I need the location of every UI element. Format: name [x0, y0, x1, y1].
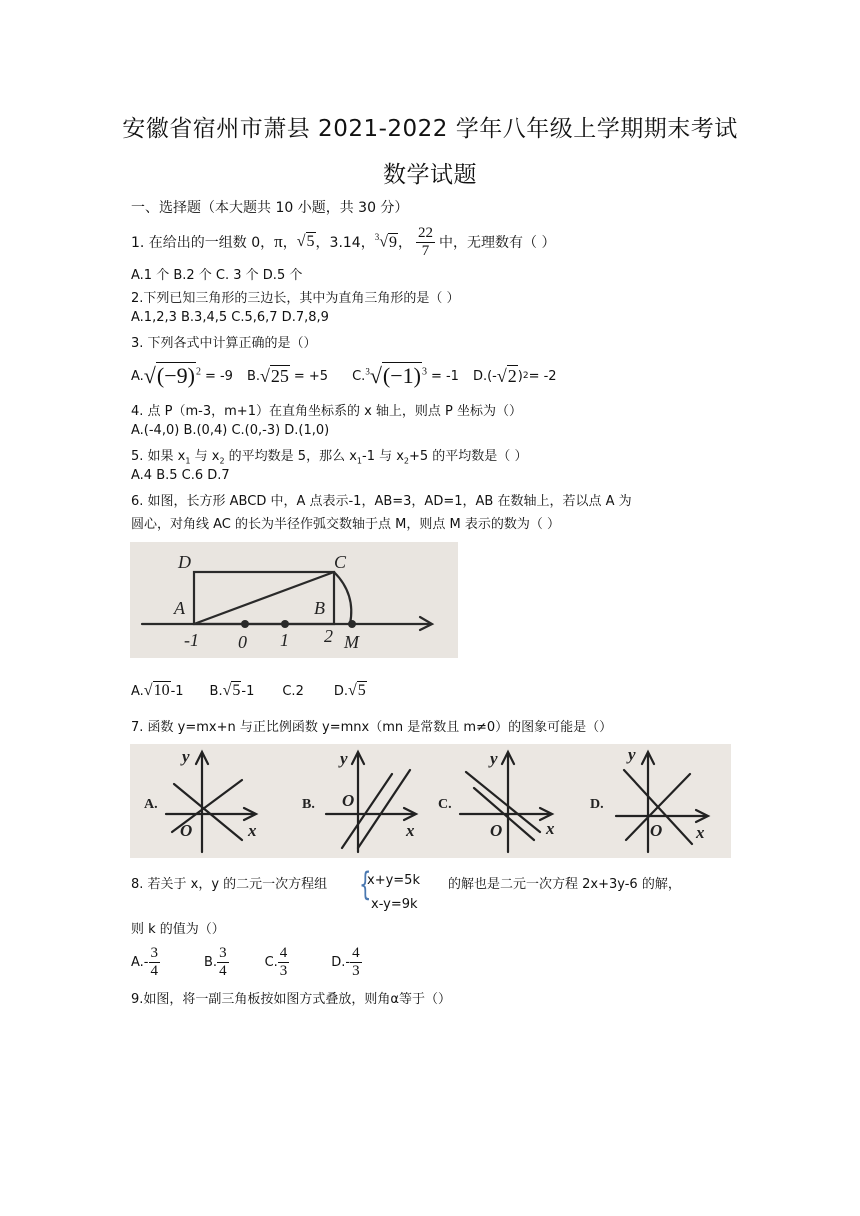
fraction-22-7	[416, 225, 435, 260]
graph-d-y: y	[628, 745, 636, 764]
graph-c-origin: O	[490, 821, 503, 840]
q5-p3: 的平均数是 5，那么 x	[224, 449, 357, 464]
q5-s4: 2	[403, 456, 410, 466]
section-heading: 一、选择题（本大题共 10 小题，共 30 分）	[131, 200, 409, 216]
q8-b-den: 4	[219, 962, 227, 979]
q3-d-label: D.(-	[472, 368, 497, 384]
fig-label-M: M	[344, 632, 359, 652]
q6-a-radicand: 10	[153, 682, 170, 699]
graph-b-x: x	[406, 821, 415, 840]
q3-b-label: B.	[246, 368, 260, 384]
frac-den: 7	[421, 242, 430, 259]
q3-a-result: = -9	[204, 368, 233, 384]
q6-d-label: D.	[333, 683, 348, 699]
q5-s1: 1	[185, 456, 191, 466]
question-8-tail: 的解也是二元一次方程 2x+3y-6 的解，	[448, 877, 681, 892]
graph-b-origin: O	[342, 791, 355, 810]
q5-s2: 2	[219, 456, 225, 466]
q6-c-option: C.2	[282, 683, 304, 699]
q6-b-sqrt: √5	[222, 682, 241, 699]
q3-c-expr: $^3√(-1)^3$	[365, 363, 427, 388]
q8-d-label: D.-	[331, 954, 351, 970]
tick-1: 1	[280, 630, 289, 650]
q5-p1: 5. 如果 x	[131, 449, 186, 464]
q3-a-radicand: (−9)	[156, 363, 195, 388]
graph-d-x: x	[696, 823, 705, 842]
fig-label-B: B	[314, 598, 325, 618]
graph-d-label: D.	[590, 797, 604, 812]
q3-c-index: 3	[365, 366, 370, 377]
tick-minus1: -1	[184, 630, 199, 650]
q6-b-label: B.	[209, 683, 223, 699]
q8-b-num: 3	[219, 944, 227, 961]
q3-d-result: = -2	[528, 368, 557, 384]
q8-b-label: B.	[204, 954, 218, 970]
q3-c-label: C.	[352, 368, 366, 384]
q1-sep2: ，	[398, 235, 412, 251]
q1-options: A.1 个 B.2 个 C. 3 个 D.5 个	[131, 268, 303, 283]
graph-a-label: A.	[144, 797, 158, 812]
graph-a-y: y	[182, 747, 190, 766]
tick-0: 0	[238, 632, 247, 652]
q3-options	[131, 356, 557, 396]
q8-d-den: 3	[352, 962, 360, 979]
q3-d-pow: 2	[522, 371, 529, 381]
graph-d-origin: O	[650, 821, 663, 840]
q4-options: A.(-4,0) B.(0,4) C.(0,-3) D.(1,0)	[131, 423, 330, 438]
q8-c-den: 3	[279, 962, 288, 979]
fig-label-D: D	[178, 552, 191, 572]
question-8-lead: 8. 若关于 x，y 的二元一次方程组	[131, 877, 328, 892]
tick-2: 2	[324, 626, 333, 646]
question-4: 4. 点 P（m-3，m+1）在直角坐标系的 x 轴上，则点 P 坐标为（）	[131, 404, 523, 419]
q3-a-label: A.	[131, 368, 144, 384]
q8-c-label: C.	[264, 954, 278, 970]
q3-b-expr: √25	[260, 365, 289, 386]
graph-a-x: x	[248, 821, 257, 840]
q7-graphs-svg	[130, 744, 731, 858]
q8-b-frac	[217, 945, 229, 980]
q5-options: A.4 B.5 C.6 D.7	[131, 468, 230, 483]
q3-c-result: = -1	[430, 368, 459, 384]
graph-b-y: y	[340, 749, 348, 768]
fig-label-A: A	[174, 598, 185, 618]
graph-c-y: y	[490, 749, 498, 768]
rectangle-number-line-figure	[130, 542, 458, 658]
graph-a-origin: O	[180, 821, 193, 840]
q6-d-radicand: 5	[357, 682, 366, 699]
q1-mid: ，3.14，	[315, 235, 375, 251]
graph-b-label: B.	[302, 797, 315, 812]
q2-options: A.1,2,3 B.3,4,5 C.5,6,7 D.7,8,9	[131, 310, 329, 325]
cbrt-9-radicand: 9	[389, 233, 397, 251]
q3-a-expr: $√(-9)^2$	[143, 363, 201, 388]
sqrt-5-radicand: 5	[306, 233, 315, 250]
q7-figure	[130, 744, 731, 858]
pi-symbol: π	[274, 232, 283, 251]
q8-a-label: A.-	[131, 954, 149, 970]
q3-b-result: = +5	[293, 368, 329, 384]
q6-a-tail: -1	[170, 683, 184, 699]
q5-p2: 与 x	[190, 449, 220, 464]
fig-label-C: C	[334, 552, 347, 572]
q8-eq2: x-y=9k	[371, 897, 418, 912]
document-title: 安徽省宿州市萧县 2021-2022 学年八年级上学期期末考试	[122, 116, 738, 142]
equation-brace: {	[359, 865, 372, 903]
q5-p5: +5 的平均数是（ ）	[409, 449, 528, 464]
question-3: 3. 下列各式中计算正确的是（）	[131, 336, 317, 351]
graph-c-x: x	[546, 819, 555, 838]
q1-sep: ，	[282, 235, 297, 251]
sqrt-5: √5	[296, 233, 315, 250]
question-5	[131, 445, 527, 466]
q6-a-label: A.	[131, 683, 144, 699]
question-2: 2.下列已知三角形的三边长，其中为直角三角形的是（ ）	[131, 291, 460, 306]
document-subtitle: 数学试题	[383, 162, 477, 188]
q8-eq1: x+y=5k	[367, 873, 420, 888]
q8-c-frac	[278, 945, 290, 980]
q8-a-frac	[149, 945, 161, 980]
question-8-line2: 则 k 的值为（）	[131, 922, 225, 937]
frac-num: 22	[418, 224, 433, 241]
q8-c-num: 4	[279, 944, 288, 961]
q8-d-frac	[350, 945, 362, 980]
q8-d-num: 4	[352, 944, 360, 961]
q6-options	[131, 678, 367, 704]
q3-a-exp: 2	[195, 366, 201, 378]
q1-lead: 1. 在给出的一组数 0，	[131, 235, 275, 251]
q6-d-sqrt: √5	[348, 682, 366, 699]
q3-d-expr: √2	[496, 365, 517, 386]
q3-c-exp: 3	[421, 366, 427, 378]
question-1	[131, 222, 555, 262]
question-6-line1: 6. 如图，长方形 ABCD 中，A 点表示-1，AB=3，AD=1，AB 在数轴上，若以点 A 为	[131, 494, 632, 509]
q3-d-radicand: 2	[507, 365, 517, 386]
cbrt-9: $^3$√9	[374, 232, 397, 251]
q8-a-den: 4	[150, 962, 158, 979]
q6-b-tail: -1	[241, 683, 255, 699]
q5-s3: 1	[356, 456, 362, 466]
graph-c-label: C.	[438, 797, 452, 812]
question-9: 9.如图，将一副三角板按如图方式叠放，则角α等于（）	[131, 992, 451, 1007]
q3-b-radicand: 25	[270, 365, 289, 386]
q3-c-radicand: (−1)	[382, 363, 421, 388]
cbrt-index: 3	[374, 232, 380, 243]
q1-tail: 中，无理数有（ ）	[439, 235, 556, 251]
q6-a-sqrt: √10	[143, 682, 170, 699]
q5-p4: -1 与 x	[362, 449, 404, 464]
q3-d-paren: )	[517, 368, 523, 384]
question-6-line2: 圆心，对角线 AC 的长为半径作弧交数轴于点 M，则点 M 表示的数为（ ）	[131, 517, 560, 532]
question-7: 7. 函数 y=mx+n 与正比例函数 y=mnx（mn 是常数且 m≠0）的图象可能是（）	[131, 720, 613, 735]
q6-b-radicand: 5	[232, 682, 241, 699]
q8-options	[131, 940, 362, 984]
q6-figure	[130, 542, 458, 658]
q8-a-num: 3	[150, 944, 158, 961]
